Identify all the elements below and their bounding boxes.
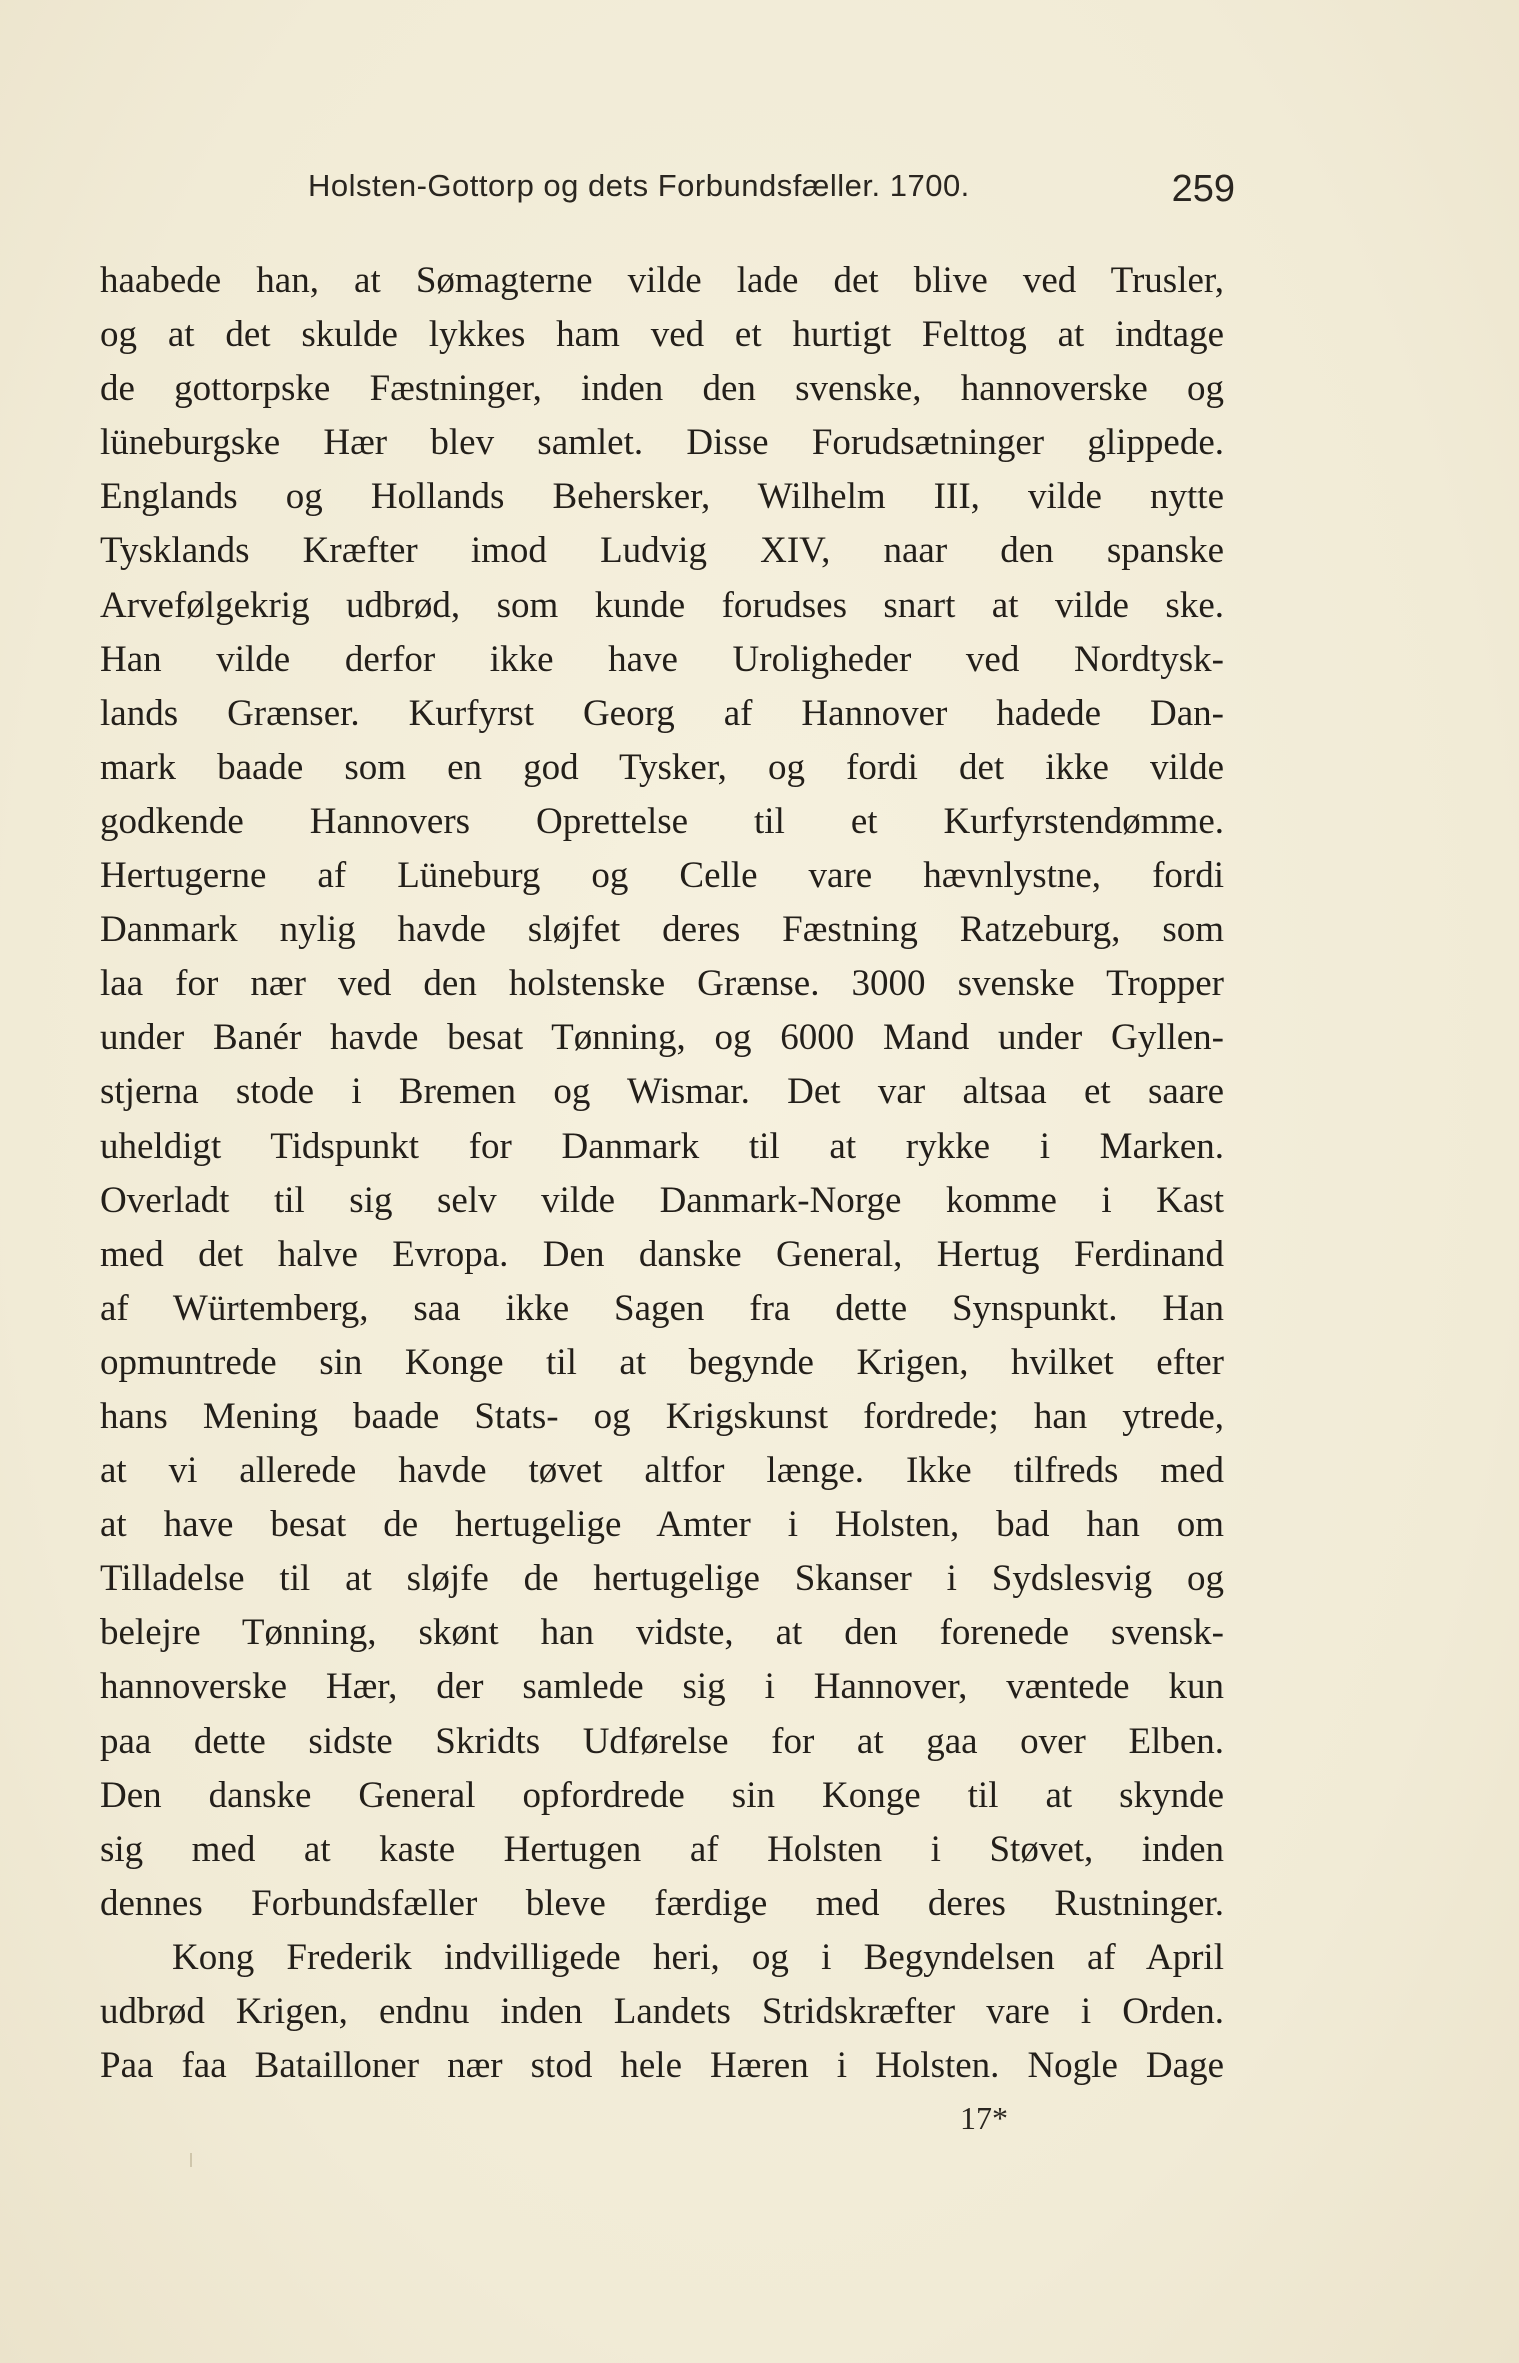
text-line: mark baade som en god Tysker, og fordi det ikke vilde — [100, 746, 1224, 788]
text-line: Han vilde derfor ikke have Uroligheder ved Nordtysk- — [100, 638, 1224, 680]
text-line: lüneburgske Hær blev samlet. Disse Forudsætninger glippede. — [100, 422, 1224, 464]
text-line: Englands og Hollands Behersker, Wilhelm III, vilde nytte — [100, 476, 1224, 518]
text-line: opmuntrede sin Konge til at begynde Krigen, hvilket efter — [100, 1341, 1224, 1383]
text-line: at vi allerede havde tøvet altfor længe. Ikke tilfreds med — [100, 1450, 1224, 1492]
text-line: Overladt til sig selv vilde Danmark-Norge komme i Kast — [100, 1179, 1224, 1221]
text-line: uheldigt Tidspunkt for Danmark til at rykke i Marken. — [100, 1125, 1224, 1167]
paper-speck — [190, 2153, 192, 2167]
signature-mark: 17* — [960, 2100, 1008, 2136]
text-line: lands Grænser. Kurfyrst Georg af Hannover hadede Dan- — [100, 692, 1224, 734]
text-line: af Würtemberg, saa ikke Sagen fra dette Synspunkt. Han — [100, 1287, 1224, 1329]
text-line: de gottorpske Fæstninger, inden den svenske, hannoverske og — [100, 368, 1224, 410]
text-line: belejre Tønning, skønt han vidste, at den forenede svensk- — [100, 1612, 1224, 1654]
text-line: dennes Forbundsfæller bleve færdige med deres Rustninger. — [100, 1882, 1224, 1924]
text-line: Hertugerne af Lüneburg og Celle vare hævnlystne, fordi — [100, 855, 1224, 897]
text-line: at have besat de hertugelige Amter i Holsten, bad han om — [100, 1504, 1224, 1546]
text-line: paa dette sidste Skridts Udførelse for at gaa over Elben. — [100, 1720, 1224, 1762]
text-line: Den danske General opfordrede sin Konge til at skynde — [100, 1774, 1224, 1816]
text-line: godkende Hannovers Oprettelse til et Kurfyrstendømme. — [100, 800, 1224, 842]
text-line: under Banér havde besat Tønning, og 6000 Mand under Gyllen- — [100, 1017, 1224, 1059]
body-text — [100, 254, 1224, 2093]
paragraph-first-line: Kong Frederik indvilligede heri, og i Begyndelsen af April — [172, 1936, 1224, 1978]
text-line: sig med at kaste Hertugen af Holsten i Støvet, inden — [100, 1828, 1224, 1870]
text-line: Danmark nylig havde sløjfet deres Fæstning Ratzeburg, som — [100, 909, 1224, 951]
running-head: Holsten-Gottorp og dets Forbundsfæller. 1700. — [308, 168, 970, 203]
page-header — [100, 168, 1235, 216]
text-line: med det halve Evropa. Den danske General, Hertug Ferdinand — [100, 1233, 1224, 1275]
text-line: Arvefølgekrig udbrød, som kunde forudses snart at vilde ske. — [100, 584, 1224, 626]
text-line: Paa faa Batailloner nær stod hele Hæren i Holsten. Nogle Dage — [100, 2045, 1224, 2087]
text-line: Tysklands Kræfter imod Ludvig XIV, naar den spanske — [100, 530, 1224, 572]
text-line: Tilladelse til at sløjfe de hertugelige Skanser i Sydslesvig og — [100, 1558, 1224, 1600]
text-line: hannoverske Hær, der samlede sig i Hannover, væntede kun — [100, 1666, 1224, 1708]
text-line: haabede han, at Sømagterne vilde lade det blive ved Trusler, — [100, 260, 1224, 301]
text-line: laa for nær ved den holstenske Grænse. 3000 svenske Tropper — [100, 963, 1224, 1005]
text-line: stjerna stode i Bremen og Wismar. Det var altsaa et saare — [100, 1071, 1224, 1113]
page-number: 259 — [1171, 168, 1235, 210]
text-line: hans Mening baade Stats- og Krigskunst fordrede; han ytrede, — [100, 1395, 1224, 1437]
text-line: udbrød Krigen, endnu inden Landets Stridskræfter vare i Orden. — [100, 1991, 1224, 2032]
text-line: og at det skulde lykkes ham ved et hurtigt Felttog at indtage — [100, 314, 1224, 356]
